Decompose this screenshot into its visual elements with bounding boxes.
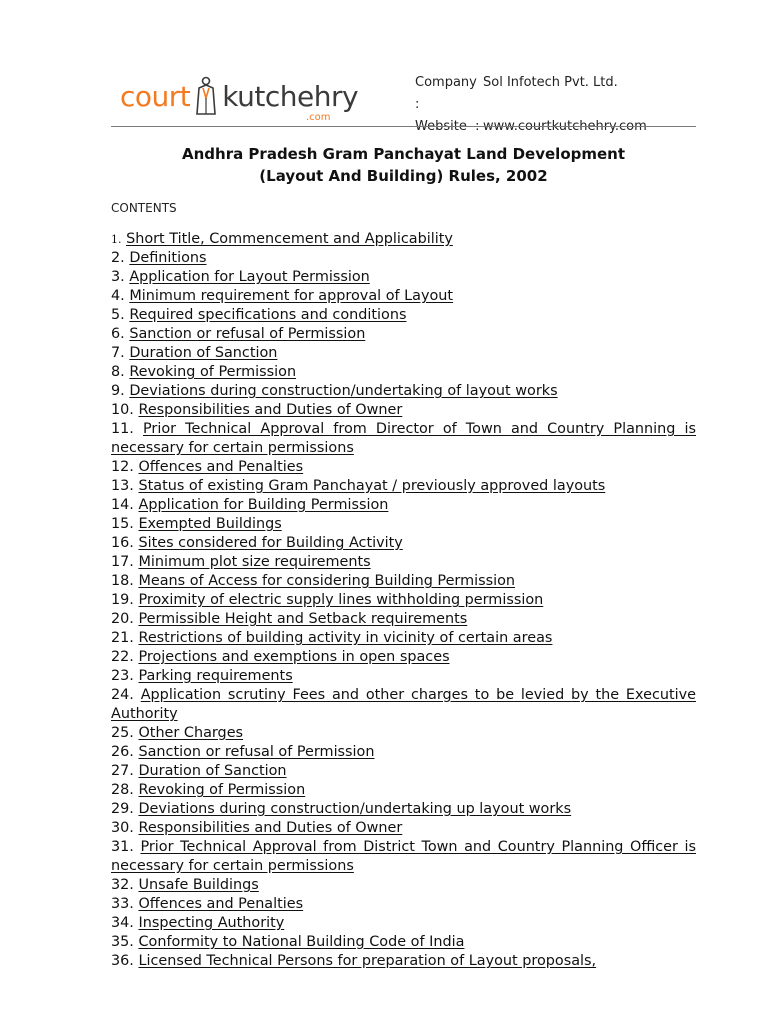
toc-item-number: 27. [111,763,134,779]
toc-link[interactable]: Duration of Sanction [129,345,278,361]
toc-link[interactable]: Unsafe Buildings [138,877,259,893]
toc-item-number: 26. [111,744,134,760]
toc-link[interactable]: Revoking of Permission [129,364,297,380]
toc-item-number: 23. [111,668,134,684]
toc-item [111,363,696,382]
toc-item-number: 21. [111,630,134,646]
toc-item-number: 22. [111,649,134,665]
logo-word-kutchehry: kutchehry [222,80,359,113]
toc-link[interactable]: Application for Layout Permission [129,269,370,285]
toc-link[interactable]: Minimum plot size requirements [138,554,371,570]
header-divider [111,126,696,127]
toc-item [111,230,696,249]
toc-link[interactable]: Application scrutiny Fees and other charges to be levied by the Executive Authority [111,687,696,722]
toc-item-number: 18. [111,573,134,589]
toc-link[interactable]: Projections and exemptions in open spaces [138,649,450,665]
toc-item [111,268,696,287]
toc-item-number: 29. [111,801,134,817]
toc-item [111,249,696,268]
toc-link[interactable]: Application for Building Permission [138,497,389,513]
toc-item-number: 20. [111,611,134,627]
toc-item [111,800,696,819]
toc-item [111,914,696,933]
toc-item-number: 5. [111,307,125,323]
toc-link[interactable]: Sanction or refusal of Permission [138,744,375,760]
toc-item [111,534,696,553]
toc-item-number: 10. [111,402,134,418]
toc-link[interactable]: Licensed Technical Persons for preparation of Layout proposals, [138,953,597,969]
courtkutchehry-logo[interactable] [120,76,358,122]
website-row [415,116,647,138]
toc-item-number: 31. [111,839,134,855]
toc-item [111,895,696,914]
toc-item [111,952,696,971]
toc-item-number: 17. [111,554,134,570]
toc-link[interactable]: Minimum requirement for approval of Layout [129,288,454,304]
toc-link[interactable]: Exempted Buildings [138,516,282,532]
toc-link[interactable]: Means of Access for considering Building Permission [138,573,516,589]
toc-item [111,458,696,477]
toc-link[interactable]: Sites considered for Building Activity [138,535,403,551]
toc-item [111,401,696,420]
logo-word-court: court [120,80,191,113]
toc-link[interactable]: Status of existing Gram Panchayat / previously approved layouts [138,478,606,494]
toc-link[interactable]: Definitions [129,250,207,266]
toc-link[interactable]: Offences and Penalties [138,896,304,912]
toc-item [111,781,696,800]
toc-item [111,933,696,952]
title-line-2: (Layout And Building) Rules, 2002 [259,167,548,185]
toc-item [111,553,696,572]
toc-item [111,686,696,724]
toc-item-number: 3. [111,269,125,285]
logo-domain-suffix: .com [306,112,331,123]
toc-item-number: 15. [111,516,134,532]
toc-item [111,819,696,838]
toc-item-number: 7. [111,345,125,361]
toc-item [111,743,696,762]
toc-item-number: 9. [111,383,125,399]
toc-link[interactable]: Sanction or refusal of Permission [129,326,366,342]
toc-item [111,762,696,781]
toc-link[interactable]: Required specifications and conditions [129,307,407,323]
toc-item-number: 33. [111,896,134,912]
company-label: Company : [415,75,477,112]
toc-link[interactable]: Other Charges [138,725,244,741]
toc-item [111,515,696,534]
toc-item-number: 34. [111,915,134,931]
company-info [415,72,647,138]
toc-item-number: 13. [111,478,134,494]
document-title [111,143,696,187]
company-row [415,72,647,116]
website-link[interactable]: www.courtkutchehry.com [483,119,647,134]
toc-link[interactable]: Revoking of Permission [138,782,306,798]
toc-link[interactable]: Conformity to National Building Code of India [138,934,465,950]
toc-item [111,287,696,306]
toc-item [111,648,696,667]
advocate-figure-icon [191,76,221,116]
toc-link[interactable]: Prior Technical Approval from District Town and Country Planning Officer is necessary for certain permissions [111,839,696,874]
toc-item [111,629,696,648]
toc-link[interactable]: Short Title, Commencement and Applicability [126,231,453,247]
toc-item-number: 14. [111,497,134,513]
toc-item [111,591,696,610]
toc-item-number: 30. [111,820,134,836]
toc-item-number: 19. [111,592,134,608]
toc-item [111,325,696,344]
toc-item-number: 36. [111,953,134,969]
toc-item [111,610,696,629]
toc-item [111,477,696,496]
toc-link[interactable]: Parking requirements [138,668,293,684]
toc-item-number: 11. [111,421,134,437]
toc-link[interactable]: Deviations during construction/undertaking up layout works [138,801,572,817]
toc-item-number: 32. [111,877,134,893]
toc-item-number: 2. [111,250,125,266]
toc-item [111,344,696,363]
toc-item-number: 16. [111,535,134,551]
toc-item [111,667,696,686]
toc-item-number: 8. [111,364,125,380]
toc-link[interactable]: Restrictions of building activity in vicinity of certain areas [138,630,553,646]
toc-item [111,496,696,515]
toc-item-number: 25. [111,725,134,741]
toc-link[interactable]: Duration of Sanction [138,763,287,779]
toc-item-number: 28. [111,782,134,798]
toc-item-number: 12. [111,459,134,475]
toc-item-number: 4. [111,288,125,304]
toc-link[interactable]: Responsibilities and Duties of Owner [138,402,403,418]
toc-item [111,572,696,591]
contents-heading: CONTENTS [111,201,177,215]
toc-item-number: 6. [111,326,125,342]
toc-item [111,382,696,401]
company-value: Sol Infotech Pvt. Ltd. [483,75,618,90]
toc-item [111,724,696,743]
toc-link[interactable]: Inspecting Authority [138,915,285,931]
table-of-contents [111,230,696,971]
toc-link[interactable]: Permissible Height and Setback requirements [138,611,468,627]
title-line-1: Andhra Pradesh Gram Panchayat Land Development [181,145,626,163]
toc-link[interactable]: Prior Technical Approval from Director of Town and Country Planning is necessary for certain permissions [111,421,696,456]
toc-link[interactable]: Responsibilities and Duties of Owner [138,820,403,836]
toc-item-number: 24. [111,687,134,703]
toc-item-number: 35. [111,934,134,950]
toc-item [111,838,696,876]
toc-item-number: 1. [111,233,122,246]
toc-link[interactable]: Proximity of electric supply lines withholding permission [138,592,544,608]
website-label: Website : [415,119,480,134]
toc-item [111,420,696,458]
toc-link[interactable]: Deviations during construction/undertaking of layout works [129,383,558,399]
toc-item [111,876,696,895]
toc-link[interactable]: Offences and Penalties [138,459,304,475]
toc-item [111,306,696,325]
